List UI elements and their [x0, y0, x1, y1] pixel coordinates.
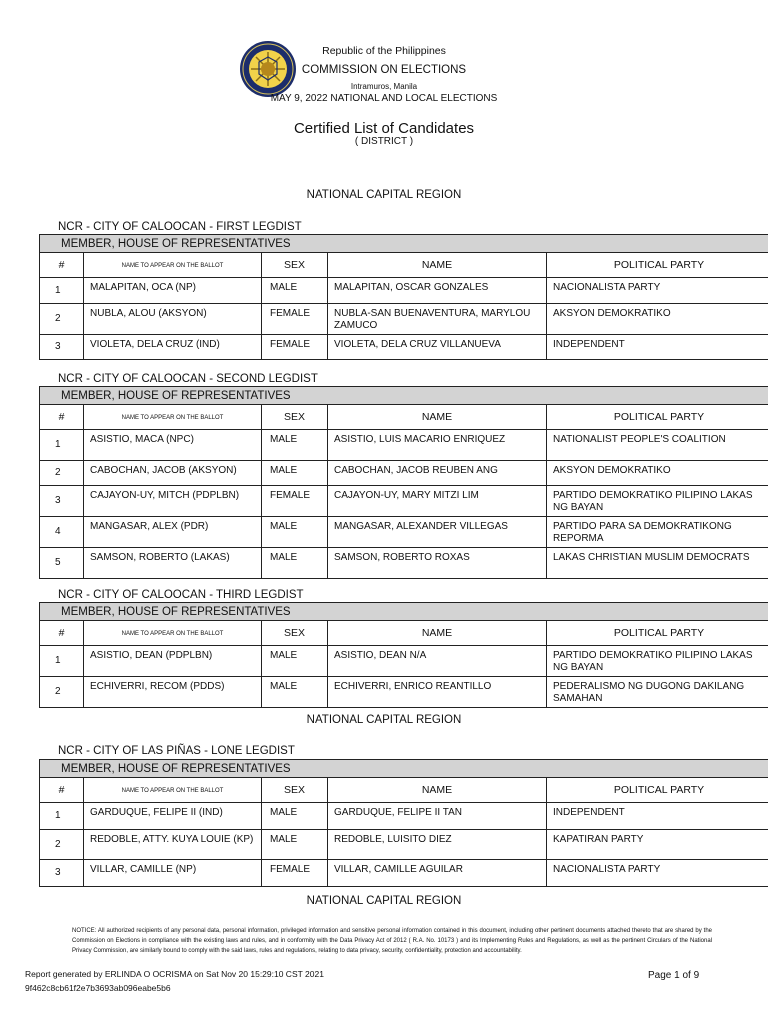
col-ballot-header: NAME TO APPEAR ON THE BALLOT — [84, 405, 262, 430]
col-num-header: # — [40, 778, 84, 803]
col-party-header: POLITICAL PARTY — [547, 778, 768, 803]
col-ballot-header: NAME TO APPEAR ON THE BALLOT — [84, 621, 262, 646]
cell-ballot-name: NUBLA, ALOU (AKSYON) — [84, 304, 262, 335]
header-election: MAY 9, 2022 NATIONAL AND LOCAL ELECTIONS — [270, 93, 498, 104]
office-heading: MEMBER, HOUSE OF REPRESENTATIVES — [40, 387, 768, 405]
table-row — [40, 461, 768, 486]
cell-sex: FEMALE — [262, 304, 328, 335]
cell-party: PARTIDO DEMOKRATIKO PILIPINO LAKAS NG BAYAN — [547, 646, 768, 677]
document-title: Certified List of Candidates — [293, 120, 475, 137]
cell-party: NATIONALIST PEOPLE'S COALITION — [547, 430, 768, 461]
document-subtitle: ( DISTRICT ) — [354, 136, 414, 147]
cell-num: 3 — [40, 486, 84, 517]
table-row — [40, 304, 768, 335]
report-generated-line: Report generated by ERLINDA O OCRISMA on Sat Nov 20 15:29:10 CST 2021 — [25, 969, 324, 979]
cell-ballot-name: CABOCHAN, JACOB (AKSYON) — [84, 461, 262, 486]
col-ballot-header: NAME TO APPEAR ON THE BALLOT — [84, 778, 262, 803]
cell-num: 2 — [40, 461, 84, 486]
col-party-header: POLITICAL PARTY — [547, 253, 768, 278]
cell-num: 2 — [40, 304, 84, 335]
cell-ballot-name: CAJAYON-UY, MITCH (PDPLBN) — [84, 486, 262, 517]
cell-party: KAPATIRAN PARTY — [547, 830, 768, 860]
privacy-notice: NOTICE: All authorized recipients of any personal data, personal information, privileged information and sensitive personal information contained in this document, including other pertinent documents attached thereto that are shared by the Commission on Elections in compliance with the existing laws and rules, and in conformity with the Data Privacy Act of 2012 ( R.A. No. 10173 ) and its Implementing Rules and Regulations, as well as the pertinent Circulars of the National Privacy Commission, are similarly bound to comply with the said laws, rules and regulations, relating to data privacy, security, confidentiality, protection and accountability. — [72, 928, 712, 954]
col-sex-header: SEX — [262, 621, 328, 646]
cell-party: INDEPENDENT — [547, 335, 768, 360]
district-title: NCR - CITY OF CALOOCAN - FIRST LEGDIST — [58, 221, 302, 233]
cell-ballot-name: VILLAR, CAMILLE (NP) — [84, 860, 262, 887]
cell-ballot-name: GARDUQUE, FELIPE II (IND) — [84, 803, 262, 830]
col-name-header: NAME — [328, 621, 547, 646]
table-row — [40, 803, 768, 830]
cell-full-name: VILLAR, CAMILLE AGUILAR — [328, 860, 547, 887]
cell-full-name: GARDUQUE, FELIPE II TAN — [328, 803, 547, 830]
cell-sex: MALE — [262, 677, 328, 708]
cell-sex: FEMALE — [262, 486, 328, 517]
cell-num: 5 — [40, 548, 84, 579]
cell-num: 4 — [40, 517, 84, 548]
cell-sex: MALE — [262, 803, 328, 830]
cell-sex: MALE — [262, 278, 328, 304]
table-row — [40, 646, 768, 677]
cell-ballot-name: ECHIVERRI, RECOM (PDDS) — [84, 677, 262, 708]
table-row — [40, 830, 768, 860]
cell-party: INDEPENDENT — [547, 803, 768, 830]
cell-party: PARTIDO DEMOKRATIKO PILIPINO LAKAS NG BAYAN — [547, 486, 768, 517]
cell-full-name: CABOCHAN, JACOB REUBEN ANG — [328, 461, 547, 486]
cell-ballot-name: SAMSON, ROBERTO (LAKAS) — [84, 548, 262, 579]
col-party-header: POLITICAL PARTY — [547, 405, 768, 430]
table-row — [40, 278, 768, 304]
candidate-table — [39, 759, 768, 887]
cell-num: 1 — [40, 430, 84, 461]
cell-party: AKSYON DEMOKRATIKO — [547, 461, 768, 486]
cell-party: PARTIDO PARA SA DEMOKRATIKONG REPORMA — [547, 517, 768, 548]
cell-num: 2 — [40, 677, 84, 708]
cell-full-name: MALAPITAN, OSCAR GONZALES — [328, 278, 547, 304]
cell-sex: MALE — [262, 430, 328, 461]
col-sex-header: SEX — [262, 778, 328, 803]
cell-full-name: ECHIVERRI, ENRICO REANTILLO — [328, 677, 547, 708]
candidate-table — [39, 234, 768, 360]
header-city: Intramuros, Manila — [350, 82, 418, 91]
cell-party: AKSYON DEMOKRATIKO — [547, 304, 768, 335]
region-heading: NATIONAL CAPITAL REGION — [306, 714, 462, 726]
column-header-row — [40, 405, 768, 430]
column-header-row — [40, 621, 768, 646]
cell-sex: FEMALE — [262, 335, 328, 360]
cell-full-name: REDOBLE, LUISITO DIEZ — [328, 830, 547, 860]
region-heading: NATIONAL CAPITAL REGION — [306, 189, 462, 201]
cell-full-name: ASISTIO, LUIS MACARIO ENRIQUEZ — [328, 430, 547, 461]
office-heading: MEMBER, HOUSE OF REPRESENTATIVES — [40, 235, 768, 253]
document-hash: 9f462c8cb61f2e7b3693ab096eabe5b6 — [25, 983, 171, 993]
cell-num: 3 — [40, 860, 84, 887]
col-num-header: # — [40, 621, 84, 646]
cell-sex: MALE — [262, 461, 328, 486]
cell-sex: MALE — [262, 517, 328, 548]
table-row — [40, 335, 768, 360]
cell-sex: MALE — [262, 830, 328, 860]
cell-ballot-name: REDOBLE, ATTY. KUYA LOUIE (KP) — [84, 830, 262, 860]
cell-sex: MALE — [262, 548, 328, 579]
candidate-table — [39, 602, 768, 708]
district-title: NCR - CITY OF CALOOCAN - SECOND LEGDIST — [58, 373, 318, 385]
cell-num: 2 — [40, 830, 84, 860]
cell-full-name: NUBLA-SAN BUENAVENTURA, MARYLOU ZAMUCO — [328, 304, 547, 335]
column-header-row — [40, 778, 768, 803]
cell-party: PEDERALISMO NG DUGONG DAKILANG SAMAHAN — [547, 677, 768, 708]
cell-ballot-name: ASISTIO, MACA (NPC) — [84, 430, 262, 461]
cell-ballot-name: MALAPITAN, OCA (NP) — [84, 278, 262, 304]
cell-num: 1 — [40, 803, 84, 830]
col-name-header: NAME — [328, 778, 547, 803]
cell-full-name: CAJAYON-UY, MARY MITZI LIM — [328, 486, 547, 517]
district-title: NCR - CITY OF LAS PIÑAS - LONE LEGDIST — [58, 745, 295, 757]
cell-party: NACIONALISTA PARTY — [547, 860, 768, 887]
col-num-header: # — [40, 253, 84, 278]
cell-sex: FEMALE — [262, 860, 328, 887]
district-title: NCR - CITY OF CALOOCAN - THIRD LEGDIST — [58, 589, 304, 601]
col-name-header: NAME — [328, 405, 547, 430]
cell-ballot-name: MANGASAR, ALEX (PDR) — [84, 517, 262, 548]
cell-sex: MALE — [262, 646, 328, 677]
cell-num: 3 — [40, 335, 84, 360]
office-heading: MEMBER, HOUSE OF REPRESENTATIVES — [40, 603, 768, 621]
table-row — [40, 517, 768, 548]
col-sex-header: SEX — [262, 405, 328, 430]
cell-num: 1 — [40, 646, 84, 677]
col-party-header: POLITICAL PARTY — [547, 621, 768, 646]
table-row — [40, 486, 768, 517]
region-heading: NATIONAL CAPITAL REGION — [306, 895, 462, 907]
cell-full-name: ASISTIO, DEAN N/A — [328, 646, 547, 677]
office-heading: MEMBER, HOUSE OF REPRESENTATIVES — [40, 760, 768, 778]
cell-full-name: VIOLETA, DELA CRUZ VILLANUEVA — [328, 335, 547, 360]
table-row — [40, 677, 768, 708]
cell-full-name: SAMSON, ROBERTO ROXAS — [328, 548, 547, 579]
col-name-header: NAME — [328, 253, 547, 278]
cell-party: NACIONALISTA PARTY — [547, 278, 768, 304]
table-row — [40, 860, 768, 887]
col-ballot-header: NAME TO APPEAR ON THE BALLOT — [84, 253, 262, 278]
column-header-row — [40, 253, 768, 278]
cell-ballot-name: VIOLETA, DELA CRUZ (IND) — [84, 335, 262, 360]
cell-party: LAKAS CHRISTIAN MUSLIM DEMOCRATS — [547, 548, 768, 579]
page-number: Page 1 of 9 — [648, 970, 700, 981]
col-num-header: # — [40, 405, 84, 430]
header-republic: Republic of the Philippines — [322, 45, 446, 57]
col-sex-header: SEX — [262, 253, 328, 278]
header-commission: COMMISSION ON ELECTIONS — [301, 64, 467, 76]
cell-num: 1 — [40, 278, 84, 304]
cell-ballot-name: ASISTIO, DEAN (PDPLBN) — [84, 646, 262, 677]
cell-full-name: MANGASAR, ALEXANDER VILLEGAS — [328, 517, 547, 548]
table-row — [40, 548, 768, 579]
table-row — [40, 430, 768, 461]
candidate-table — [39, 386, 768, 579]
